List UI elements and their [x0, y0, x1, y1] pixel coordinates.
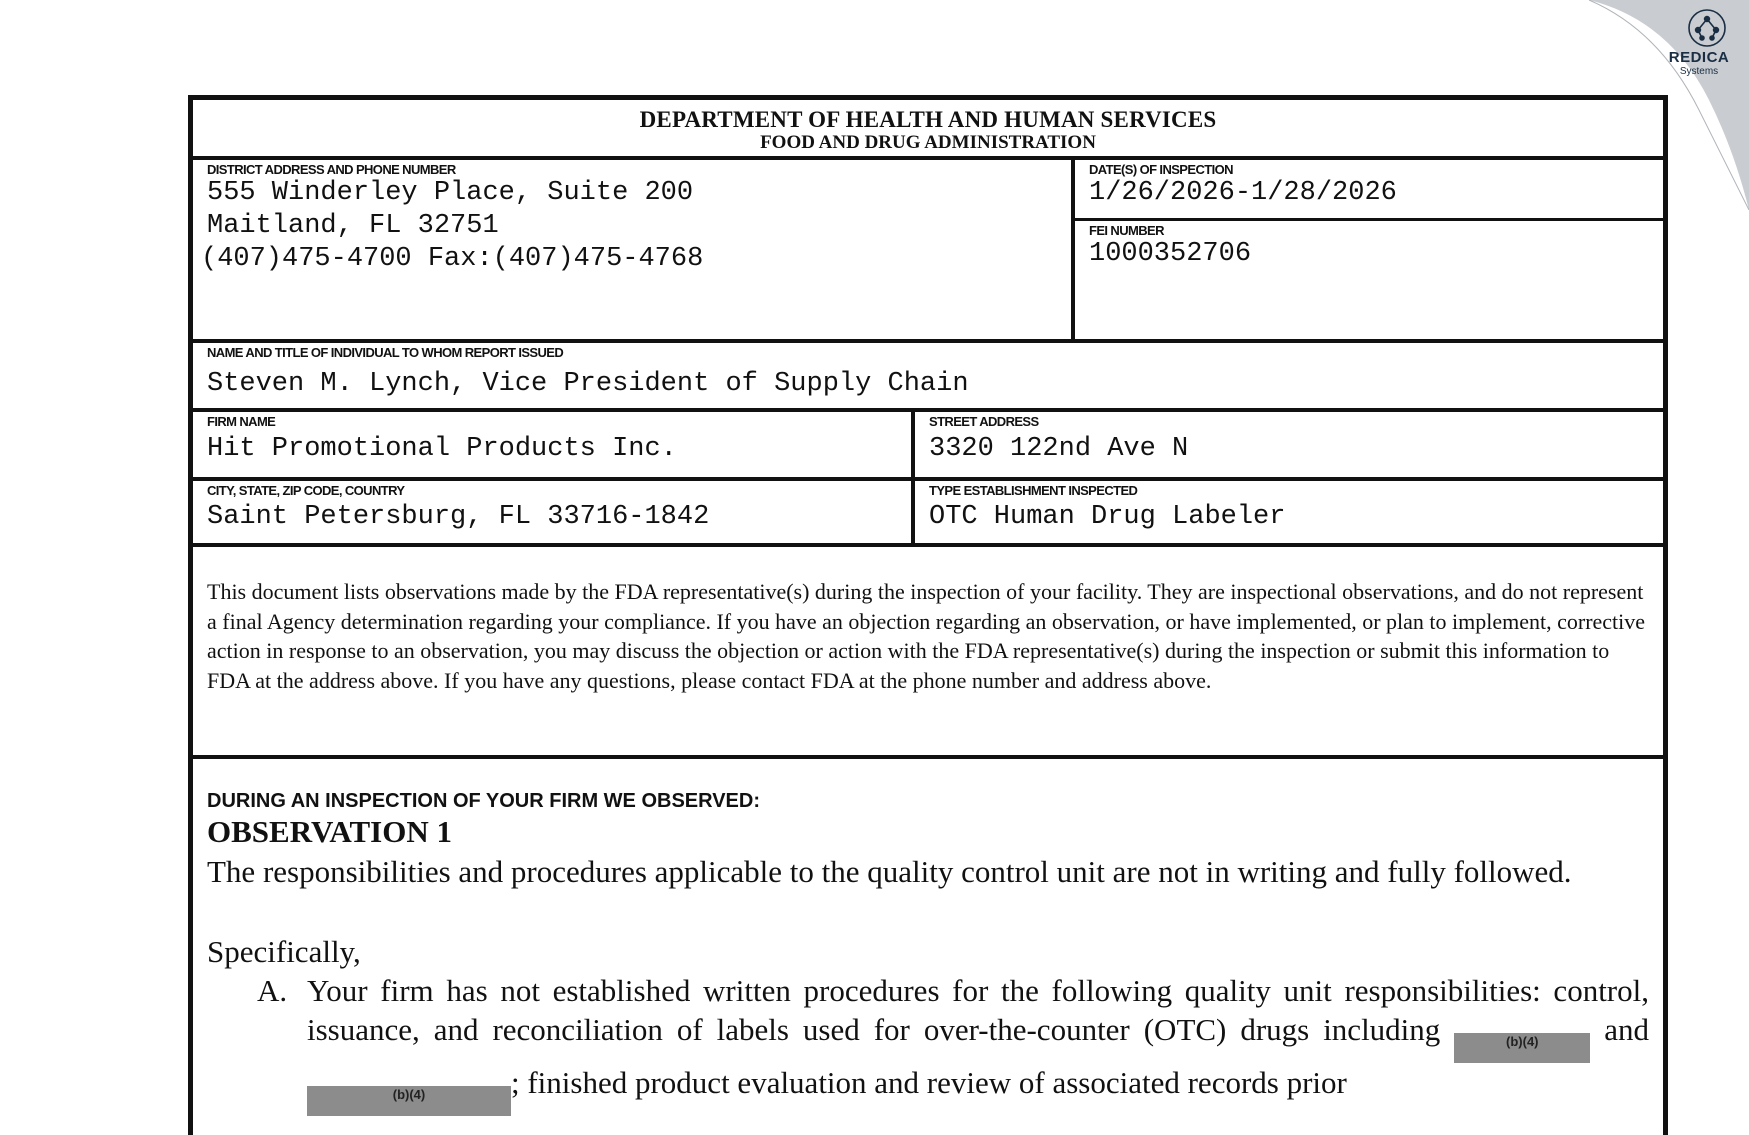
- observed-heading: DURING AN INSPECTION OF YOUR FIRM WE OBSERVED:: [207, 790, 760, 812]
- individual-cell: [193, 343, 1663, 408]
- fda-483-form: [188, 95, 1668, 1135]
- firm-cell: [193, 412, 911, 477]
- item-a-text: [307, 971, 1649, 1116]
- city-value: Saint Petersburg, FL 33716-1842: [207, 502, 710, 532]
- item-a-part3: ; finished product evaluation and review of associated records prior: [511, 1065, 1347, 1100]
- individual-label: NAME AND TITLE OF INDIVIDUAL TO WHOM REPORT ISSUED: [207, 345, 564, 360]
- district-line1: 555 Winderley Place, Suite 200: [207, 178, 694, 208]
- notice-text: This document lists observations made by the FDA representative(s) during the inspection of your facility. They are inspectional observations, and do not represent a final Agency determination regarding your compliance. If you have an objection regarding an observation, or have implemented, or plan to implement, corrective action in response to an observation, you may discuss the objection or action with the FDA representative(s) during the inspection or submit this information to FDA at the address above. If you have any questions, please contact FDA at the phone number and address above.: [193, 547, 1663, 759]
- observations-section: [193, 759, 1663, 1116]
- establishment-label: TYPE ESTABLISHMENT INSPECTED: [929, 483, 1138, 498]
- item-a-part2: and: [1604, 1012, 1649, 1047]
- header-line2: FOOD AND DRUG ADMINISTRATION: [760, 132, 1096, 153]
- row-district: [193, 160, 1663, 343]
- specifically-text: Specifically,: [207, 934, 361, 969]
- establishment-cell: [911, 481, 1663, 543]
- firm-value: Hit Promotional Products Inc.: [207, 434, 677, 464]
- city-cell: [193, 481, 911, 543]
- fei-cell: [1075, 218, 1663, 271]
- row-individual: [193, 343, 1663, 412]
- redaction-box: (b)(4): [1454, 1033, 1590, 1063]
- fei-value: 1000352706: [1089, 239, 1252, 269]
- dates-value: 1/26/2026-1/28/2026: [1089, 178, 1397, 208]
- observation-title: OBSERVATION 1: [207, 814, 452, 849]
- individual-value: Steven M. Lynch, Vice President of Supply Chain: [207, 369, 969, 399]
- street-label: STREET ADDRESS: [929, 414, 1039, 429]
- district-line2: Maitland, FL 32751: [207, 211, 499, 241]
- dates-label: DATE(S) OF INSPECTION: [1089, 162, 1233, 177]
- district-line3: (407)475-4700 Fax:(407)475-4768: [201, 244, 704, 274]
- logo-name: REDICA: [1668, 49, 1730, 66]
- form-header: [193, 100, 1663, 160]
- street-cell: [911, 412, 1663, 477]
- district-label: DISTRICT ADDRESS AND PHONE NUMBER: [207, 162, 456, 177]
- dates-fei-cell: [1071, 160, 1663, 339]
- redica-logo: [1657, 50, 1741, 77]
- fei-label: FEI NUMBER: [1089, 223, 1164, 238]
- item-a-marker: A.: [257, 973, 288, 1008]
- item-a-part1: Your firm has not established written procedures for the following quality unit responsibilities: control, issuance, and reconciliation of labels used for over-the-counter (OTC) drugs including: [307, 973, 1649, 1047]
- row-city: [193, 481, 1663, 547]
- firm-label: FIRM NAME: [207, 414, 276, 429]
- city-label: CITY, STATE, ZIP CODE, COUNTRY: [207, 483, 405, 498]
- observation-item-a: [257, 971, 1649, 1116]
- redaction-box: (b)(4): [307, 1086, 511, 1116]
- header-line1: DEPARTMENT OF HEALTH AND HUMAN SERVICES: [639, 107, 1217, 132]
- street-value: 3320 122nd Ave N: [929, 434, 1189, 464]
- observation-text: The responsibilities and procedures applicable to the quality control unit are not in writing and fully followed.: [207, 854, 1572, 889]
- row-firm: [193, 412, 1663, 481]
- establishment-value: OTC Human Drug Labeler: [929, 502, 1286, 532]
- logo-sub: Systems: [1679, 66, 1719, 77]
- district-cell: [193, 160, 1071, 339]
